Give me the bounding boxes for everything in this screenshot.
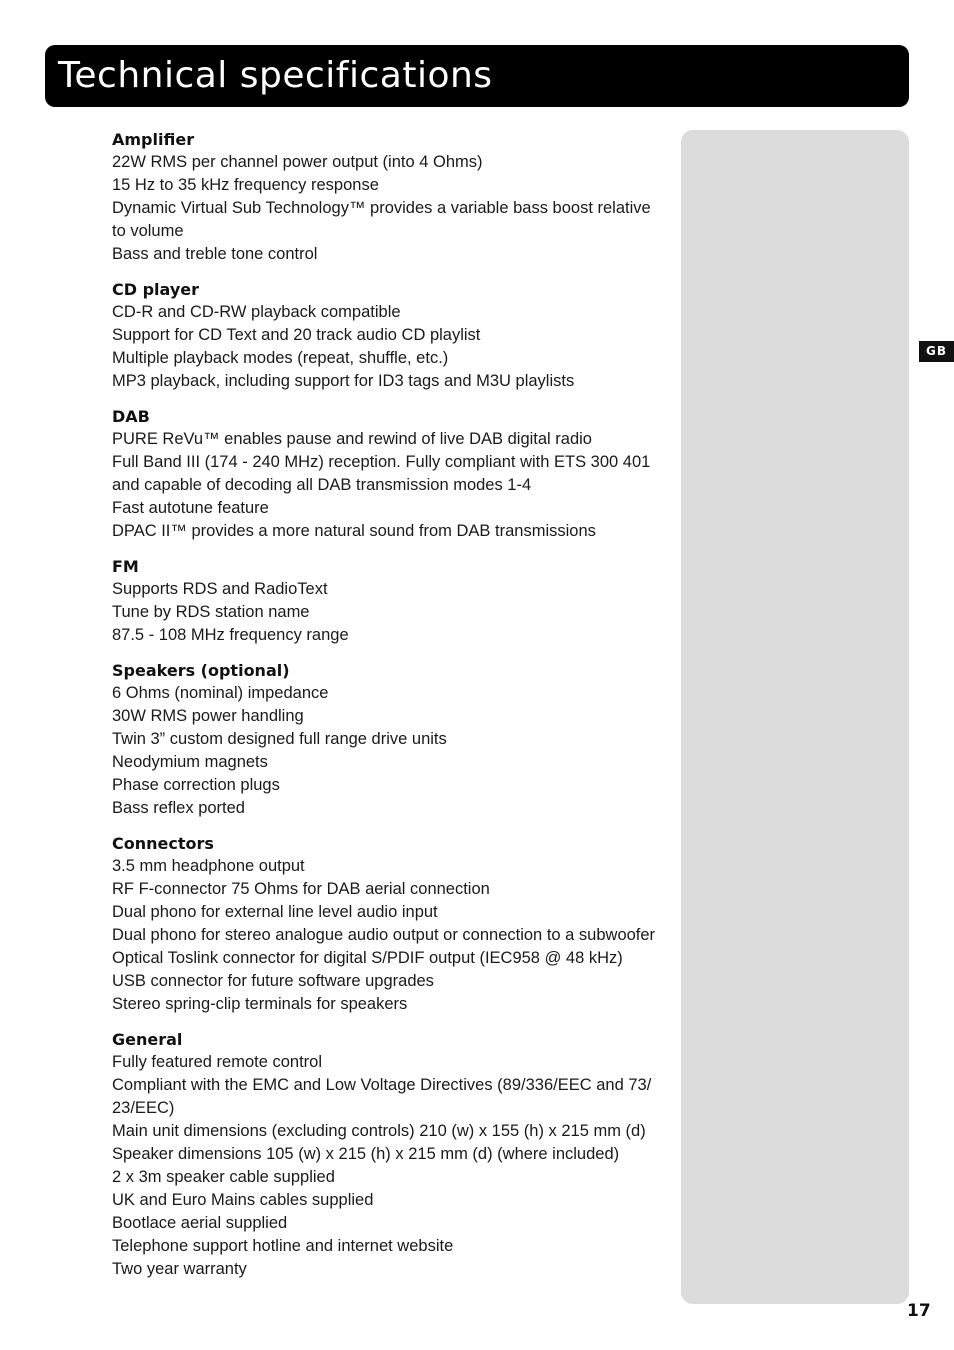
section-heading: FM (112, 557, 139, 576)
section-heading: DAB (112, 407, 150, 426)
spec-line: Support for CD Text and 20 track audio CD playlist (112, 326, 481, 344)
spec-line: Full Band III (174 - 240 MHz) reception. Fully compliant with ETS 300 401 and capable of decoding all DAB transmission modes 1-4 (112, 453, 651, 494)
spec-section-general (112, 1028, 662, 1281)
spec-line: CD-R and CD-RW playback compatible (112, 303, 401, 321)
spec-line: Telephone support hotline and internet website (112, 1237, 454, 1255)
spec-line: PURE ReVu™ enables pause and rewind of live DAB digital radio (112, 430, 592, 448)
section-heading: CD player (112, 280, 200, 299)
section-heading: Speakers (optional) (112, 661, 290, 680)
spec-line: Optical Toslink connector for digital S/PDIF output (IEC958 @ 48 kHz) (112, 949, 623, 967)
spec-line: DPAC II™ provides a more natural sound from DAB transmissions (112, 522, 596, 540)
spec-line: 2 x 3m speaker cable supplied (112, 1168, 335, 1186)
spec-line: RF F-connector 75 Ohms for DAB aerial connection (112, 880, 490, 898)
spec-line: 15 Hz to 35 kHz frequency response (112, 176, 379, 194)
spec-line: Fully featured remote control (112, 1053, 323, 1071)
page-title: Technical specifications (58, 55, 493, 96)
spec-line: USB connector for future software upgrades (112, 972, 434, 990)
spec-line: 30W RMS power handling (112, 707, 304, 725)
section-heading: Amplifier (112, 130, 195, 149)
spec-line: Phase correction plugs (112, 776, 280, 794)
spec-line: Stereo spring-clip terminals for speakers (112, 995, 408, 1013)
spec-line: 22W RMS per channel power output (into 4 Ohms) (112, 153, 483, 171)
spec-line: Tune by RDS station name (112, 603, 310, 621)
section-heading: Connectors (112, 834, 214, 853)
spec-line: 3.5 mm headphone output (112, 857, 305, 875)
spec-section-connectors (112, 832, 662, 1016)
spec-line: Multiple playback modes (repeat, shuffle, etc.) (112, 349, 449, 367)
spec-line: 87.5 - 108 MHz frequency range (112, 626, 349, 644)
spec-section-amplifier (112, 128, 662, 266)
spec-line: Bootlace aerial supplied (112, 1214, 288, 1232)
spec-section-dab (112, 405, 662, 543)
spec-line: Dual phono for external line level audio input (112, 903, 438, 921)
spec-line: Fast autotune feature (112, 499, 269, 517)
spec-line: Dynamic Virtual Sub Technology™ provides a variable bass boost relative to volume (112, 199, 651, 240)
spec-line: Dual phono for stereo analogue audio output or connection to a subwoofer (112, 926, 656, 944)
spec-section-speakers-optional (112, 659, 662, 820)
side-panel (681, 130, 909, 1304)
spec-line: Main unit dimensions (excluding controls) 210 (w) x 155 (h) x 215 mm (d) (112, 1122, 646, 1140)
title-bar (45, 45, 909, 107)
spec-line: Two year warranty (112, 1260, 247, 1278)
spec-line: MP3 playback, including support for ID3 tags and M3U playlists (112, 372, 575, 390)
spec-line: Bass reflex ported (112, 799, 245, 817)
spec-line: Supports RDS and RadioText (112, 580, 328, 598)
spec-line: Compliant with the EMC and Low Voltage Directives (89/336/EEC and 73/ 23/EEC) (112, 1076, 652, 1117)
spec-line: UK and Euro Mains cables supplied (112, 1191, 374, 1209)
language-tab: GB (919, 341, 954, 362)
spec-line: Neodymium magnets (112, 753, 268, 771)
section-heading: General (112, 1030, 183, 1049)
spec-line: Speaker dimensions 105 (w) x 215 (h) x 215 mm (d) (where included) (112, 1145, 620, 1163)
spec-line: Bass and treble tone control (112, 245, 318, 263)
spec-content (112, 128, 662, 1293)
spec-line: 6 Ohms (nominal) impedance (112, 684, 329, 702)
spec-section-fm (112, 555, 662, 647)
spec-section-cd-player (112, 278, 662, 393)
spec-line: Twin 3” custom designed full range drive units (112, 730, 447, 748)
page-number: 17 (907, 1301, 931, 1321)
